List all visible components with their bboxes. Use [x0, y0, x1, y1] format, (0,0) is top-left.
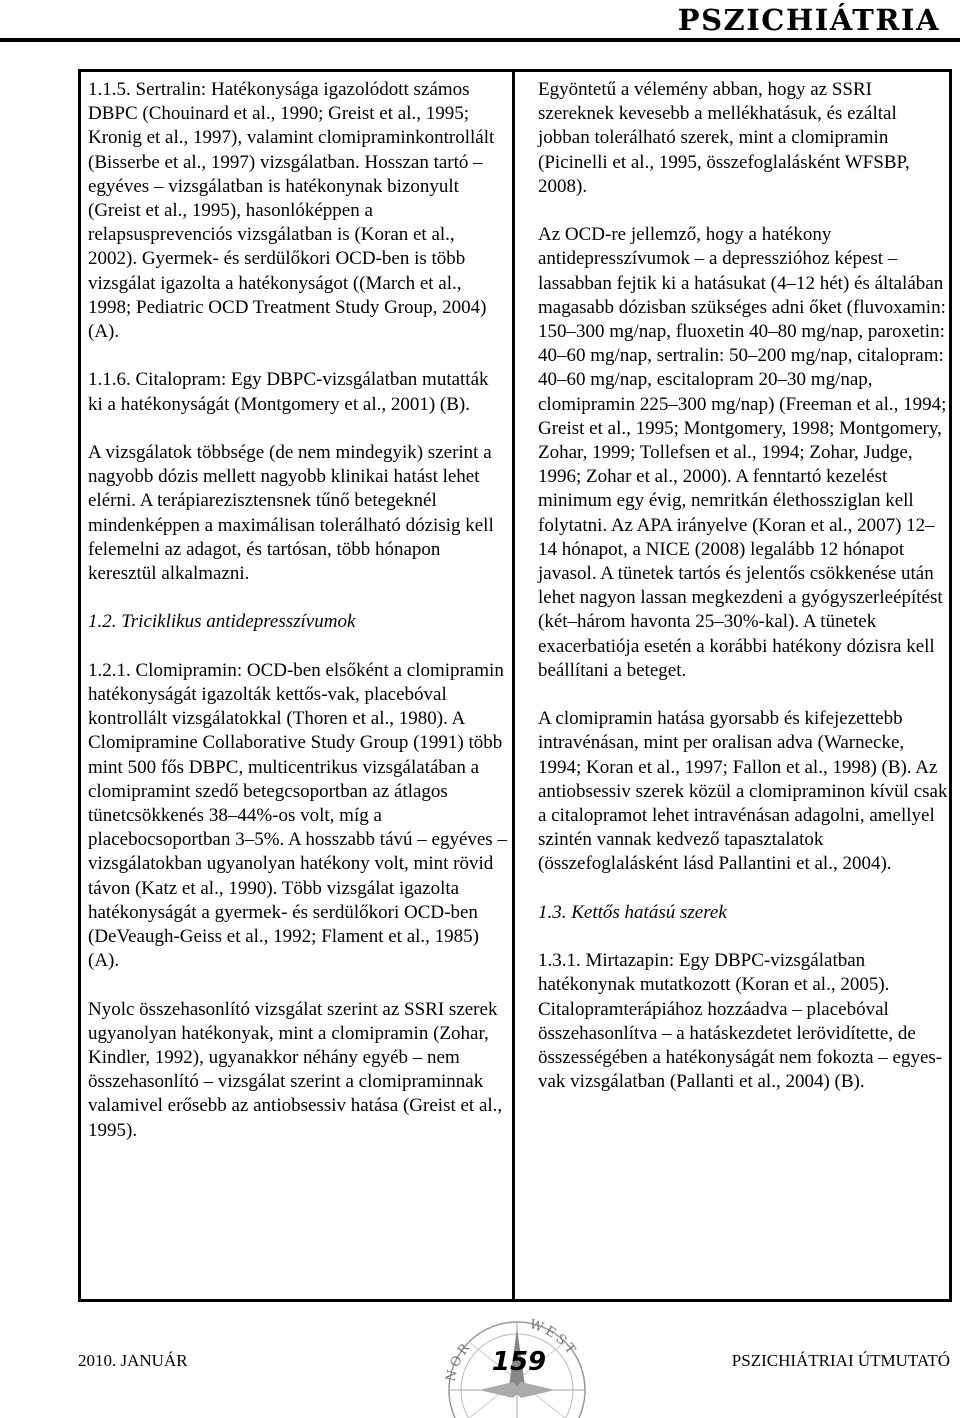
column-divider — [512, 69, 515, 1302]
seal-text-top: WEST — [527, 1317, 580, 1360]
paragraph-ocd-dosing: Az OCD-re jellemző, hogy a hatékony antidepresszívumok – a depresszióhoz képest – lassabban fejtik ki a hatásukat (4–12 hét) és általában magasabb dózisban szükséges adni őket (fluvoxamin: 150–300 mg/nap, fluoxetin 40–80 mg/nap, paroxetin: 40–60 mg/nap, sertralin: 50–200 mg/nap, citalopram: 40–60 mg/nap, escitalopram 20–30 mg/nap, clomipramin 225–300 mg/nap) (Freeman et al., 1994; Greist et al., 1995; Montgomery, 1998; Montgomery, Zohar, 1999; Tollefsen et al., 1994; Zohar, Judge, 1996; Zohar et al., 2000). A fenntartó kezelést minimum egy évig, nemritkán élethossziglan kell folytatni. Az APA irányelve (Koran et al., 2007) 12–14 hónapot, a NICE (2008) legalább 12 hónapot javasol. A tünetek tartós és jelentős csökkenése után lehet nagyon lassan megkezdeni a gyógyszerleépítést (két–három havonta 25–30%-kal). A tünetek exacerbatiója esetén a korábbi hatékony dózisra kell beállítani a beteget. — [538, 224, 947, 681]
paragraph-comparison: Nyolc összehasonlító vizsgálat szerint az SSRI szerek ugyanolyan hatékonyak, mint a clomipramin (Zohar, Kindler, 1992), ugyanakkor néhány egyéb – nem összehasonlító – vizsgálat szerint a clomipraminnak valamivel erősebb az antiobsessiv hatása (Greist et al., 1995). — [88, 998, 503, 1141]
paragraph-clomipramin: 1.2.1. Clomipramin: OCD-ben elsőként a clomipramin hatékonyságát igazolták kettős-vak, placebóval kontrollált vizsgálatokkal (Thoren et al., 1980). A Clomipramine Collaborative Study Group (1991) több mint 500 fős DBPC, multicentrikus vizsgálatában a clomipramint szedő betegcsoportban az átlagos tünetcsökkenés 38–44%-os volt, míg a placebocsoportban 3–5%. A hosszabb távú – egyéves – vizsgálatokban ugyanolyan hatékony volt, mint rövid távon (Katz et al., 1990). Több vizsgálat igazolta hatékonyságát a gyermek- és serdülőkori OCD-ben (DeVeaugh-Geiss et al., 1992; Flament et al., 1985) (A). — [88, 659, 507, 972]
section-heading-tricyclic: 1.2. Triciklikus antidepresszívumok — [88, 611, 356, 633]
page-header-title: PSZICHIÁTRIA — [677, 3, 940, 37]
paragraph-sertralin: 1.1.5. Sertralin: Hatékonysága igazolódott számos DBPC (Chouinard et al., 1990; Greist et al., 1995; Kronig et al., 1997), valamint clomipraminkontrollált (Bisserbe et al., 1997) vizsgálatban. Hosszan tartó – egyéves – vizsgálatban is hatékonynak bizonyult (Greist et al., 1995), hasonlóképpen a relapsusprevenciós vizsgálatban is (Koran et al., 2002). Gyermek- és serdülőkori OCD-ben is több vizsgálat igazolta a hatékonyságot ((March et al., 1998; Pediatric OCD Treatment Study Group, 2004) (A). — [88, 79, 495, 343]
page-number: 159 — [491, 1347, 547, 1377]
header-rule — [0, 38, 960, 42]
footer-date: 2010. JANUÁR — [78, 1351, 188, 1370]
seal-text-left: NOR — [443, 1338, 475, 1384]
left-column — [88, 78, 508, 1167]
right-column — [538, 78, 948, 1119]
svg-text:NOR — [443, 1339, 474, 1383]
paragraph-dose: A vizsgálatok többsége (de nem mindegyik) szerint a nagyobb dózis mellett nagyobb klinikai hatást lehet elérni. A terápiarezisztensnek tűnő betegeknél mindenképpen a maximálisan tolerálható dózisig kell felemelni az adagot, és tartósan, több hónapon keresztül alkalmazni. — [88, 442, 494, 585]
paragraph-mirtazapin: 1.3.1. Mirtazapin: Egy DBPC-vizsgálatban hatékonynak mutatkozott (Koran et al., 2005). Citalopramterápiához hozzáadva – placebóval összehasonlítva – a hatáskezdetet lerövidítette, de összességében a hatékonyságát nem fokozta – egyes-vak vizsgálatban (Pallanti et al., 2004) (B). — [538, 950, 943, 1093]
paragraph-intravenous: A clomipramin hatása gyorsabb és kifejezettebb intravénásan, mint per oralisan adva (Warnecke, 1994; Koran et al., 1997; Fallon et al., 1998) (B). Az antiobsessiv szerek közül a clomipraminon kívül csak a citalopramot lehet intravénásan adagolni, amellyel szintén vannak kedvező tapasztalatok (összefoglalásként lásd Pallantini et al., 2004). — [538, 708, 948, 875]
footer-journal-title: PSZICHIÁTRIAI ÚTMUTATÓ — [731, 1351, 950, 1370]
section-heading-dual-action: 1.3. Kettős hatású szerek — [538, 901, 727, 923]
paragraph-ssri-tolerability: Egyöntetű a vélemény abban, hogy az SSRI szereknek kevesebb a mellékhatásuk, és ezáltal jobban tolerálható szerek, mint a clomipramin (Picinelli et al., 1995, összefoglalásként WFSBP, 2008). — [538, 79, 910, 197]
paragraph-citalopram: 1.1.6. Citalopram: Egy DBPC-vizsgálatban mutatták ki a hatékonyságát (Montgomery et al., 2001) (B). — [88, 369, 489, 415]
